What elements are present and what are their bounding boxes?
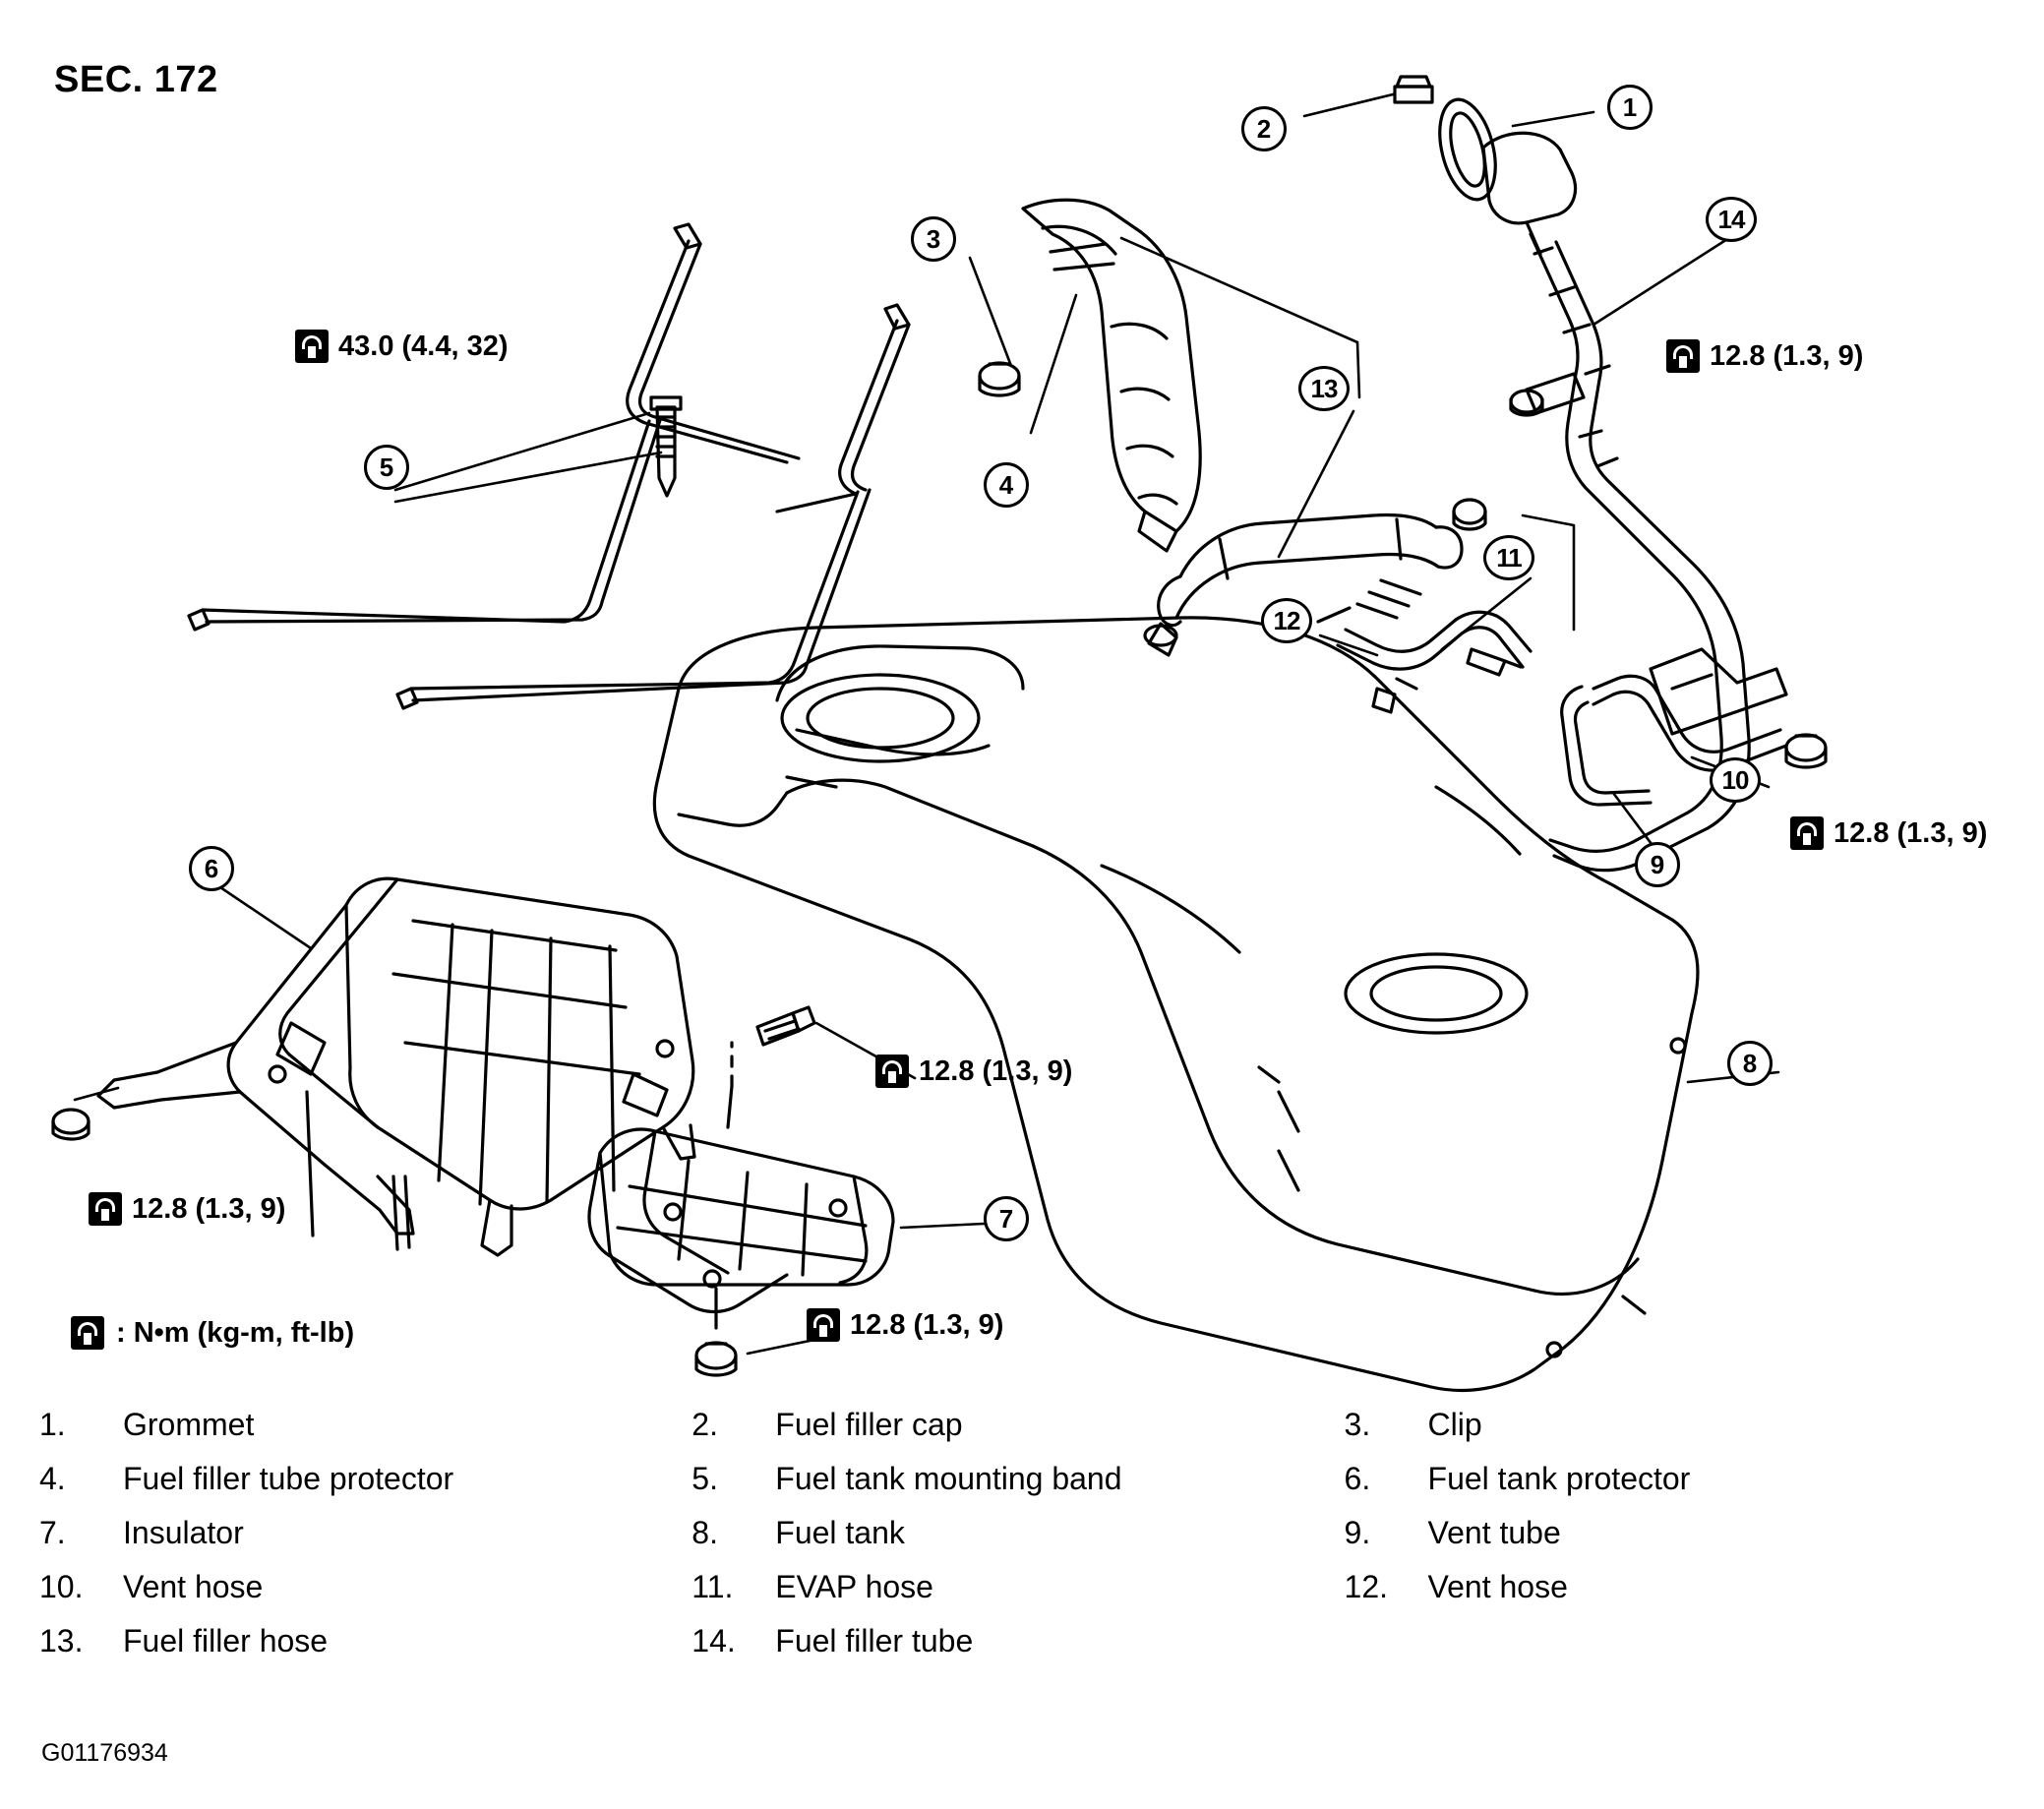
parts-row [39,1515,1997,1551]
fuel-tank-mounting-bands [189,224,909,708]
torque-spec-protector [875,1055,1072,1088]
part-label: EVAP hose [775,1569,933,1604]
torque-value: 12.8 (1.3, 9) [132,1192,286,1225]
part-label: Vent tube [1427,1515,1561,1550]
torque-spec-vent [1790,816,1987,850]
torque-wrench-icon [71,1316,104,1350]
evap-and-vent-hoses [1318,580,1531,675]
part-label: Insulator [123,1515,244,1550]
callout-11[interactable]: 11 [1483,535,1534,580]
part-label: Fuel tank mounting band [775,1461,1122,1496]
torque-wrench-icon [875,1055,909,1088]
part-item-7 [39,1515,691,1551]
part-item-8 [691,1515,1344,1551]
part-label: Vent hose [1427,1569,1568,1604]
part-item-12 [1345,1569,1997,1605]
part-number: 12. [1344,1569,1389,1604]
parts-row [39,1461,1997,1497]
part-label: Fuel tank [775,1515,905,1550]
torque-spec-protector-left [89,1192,285,1226]
part-item-14 [691,1623,1344,1659]
callout-13[interactable]: 13 [1298,366,1350,411]
grommet-part [1483,133,1576,254]
part-item-3 [1345,1407,1997,1443]
torque-wrench-icon [1790,816,1824,850]
part-number: 3. [1344,1407,1371,1442]
torque-spec-filler-tube [1666,339,1863,373]
part-label: Grommet [123,1407,255,1442]
torque-value: 43.0 (4.4, 32) [338,330,509,362]
torque-value: 12.8 (1.3, 9) [1710,339,1864,372]
clip-part [980,363,1019,395]
part-item-empty [1345,1623,1997,1659]
part-number: 10. [39,1569,84,1604]
part-number: 6. [1344,1461,1371,1496]
callout-14[interactable]: 14 [1706,197,1757,242]
callout-10[interactable]: 10 [1710,757,1761,803]
callout-8[interactable]: 8 [1727,1041,1773,1086]
part-number: 1. [39,1407,66,1442]
part-number: 7. [39,1515,66,1550]
vent-tube-assembly [1562,649,1826,805]
part-number: 4. [39,1461,66,1496]
protector-grommet [53,1110,89,1139]
part-item-10 [39,1569,691,1605]
callout-5[interactable]: 5 [364,445,409,490]
part-item-13 [39,1623,691,1659]
part-number: 11. [691,1569,734,1604]
part-number: 14. [691,1623,736,1658]
callout-12[interactable]: 12 [1261,598,1312,643]
torque-wrench-icon [89,1192,122,1226]
insulator-nut [696,1289,736,1375]
part-number: 2. [691,1407,718,1442]
torque-value: 12.8 (1.3, 9) [850,1308,1004,1341]
torque-wrench-icon [807,1308,840,1342]
callout-6[interactable]: 6 [189,846,234,891]
callout-3[interactable]: 3 [911,216,956,262]
part-label: Fuel tank protector [1427,1461,1691,1496]
callout-4[interactable]: 4 [984,462,1029,508]
part-number: 5. [691,1461,718,1496]
part-number: 8. [691,1515,718,1550]
part-item-5 [691,1461,1344,1497]
fuel-tank-shape [654,618,1698,1391]
insulator-part [589,1086,893,1312]
parts-row [39,1623,1997,1659]
callout-9[interactable]: 9 [1635,842,1680,887]
fuel-filler-hose [1159,500,1485,626]
torque-wrench-icon [295,330,329,363]
torque-wrench-icon [1666,339,1700,373]
torque-spec-43 [295,330,509,363]
part-item-1 [39,1407,691,1443]
part-item-9 [1345,1515,1997,1551]
torque-value: 12.8 (1.3, 9) [919,1055,1073,1087]
part-item-2 [691,1407,1344,1443]
figure-id: G01176934 [41,1739,168,1767]
part-number: 13. [39,1623,84,1658]
part-number: 9. [1344,1515,1371,1550]
callout-1[interactable]: 1 [1607,85,1653,130]
part-item-4 [39,1461,691,1497]
part-label: Fuel filler cap [775,1407,963,1442]
parts-row [39,1407,1997,1443]
protector-bolt [757,1007,814,1045]
part-item-6 [1345,1461,1997,1497]
legend-text: : N•m (kg-m, ft-lb) [116,1316,355,1349]
callout-2[interactable]: 2 [1241,106,1287,151]
part-label: Fuel filler hose [123,1623,329,1658]
torque-units-legend [71,1316,354,1350]
torque-spec-insulator [807,1308,1003,1342]
part-label: Fuel filler tube protector [123,1461,454,1496]
torque-value: 12.8 (1.3, 9) [1834,816,1988,849]
parts-row [39,1569,1997,1605]
part-label: Fuel filler tube [775,1623,974,1658]
part-item-11 [691,1569,1344,1605]
part-label: Clip [1427,1407,1482,1442]
page-title: SEC. 172 [54,59,218,100]
callout-7[interactable]: 7 [984,1196,1029,1241]
part-label: Vent hose [123,1569,264,1604]
parts-list [39,1407,1997,1677]
